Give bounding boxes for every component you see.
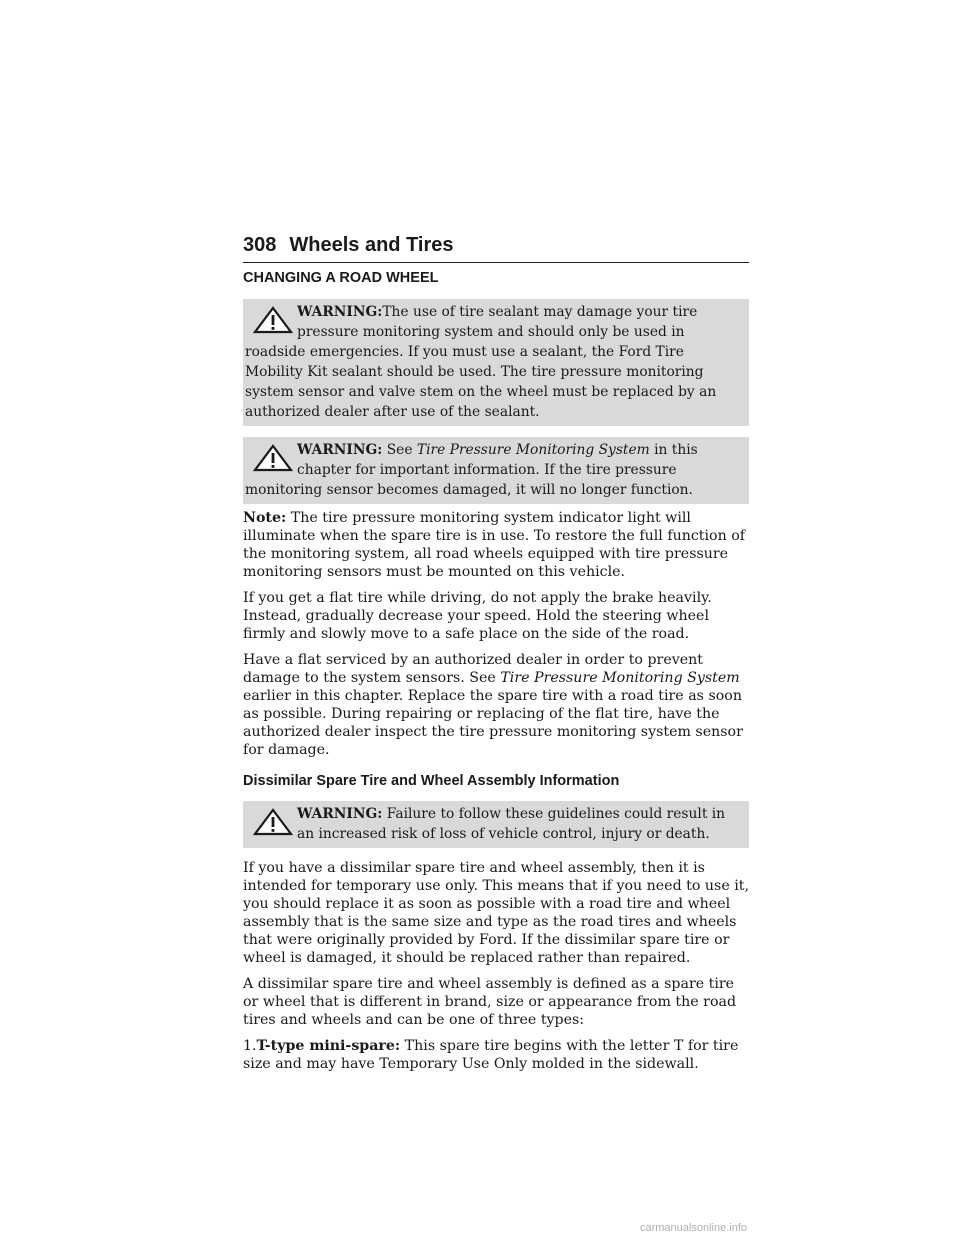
chapter-title: Wheels and Tires <box>289 234 454 256</box>
section-heading: CHANGING A ROAD WHEEL <box>243 270 439 286</box>
warning-triangle-icon <box>253 808 293 836</box>
list-item-number: 1. <box>243 1038 257 1054</box>
note-text: The tire pressure monitoring system indicator light will illuminate when the spare tire is in use. To restore the full function of the monitoring system, all road wheels equipped with tire pressure monitoring sensors must be mounted on this vehicle. <box>243 510 746 580</box>
warning-box-guidelines <box>243 801 749 848</box>
paragraph-flat-driving: If you get a flat tire while driving, do not apply the brake heavily. Instead, gradually decrease your speed. Hold the steering wheel firmly and slowly move to a safe place on the side of the road. <box>243 590 712 642</box>
warning-label: WARNING: <box>297 806 383 822</box>
serviced-text-pre: Have a flat serviced by an authorized dealer in order to prevent damage to the system sensors. See <box>243 652 703 686</box>
serviced-reference: Tire Pressure Monitoring System <box>500 670 740 686</box>
warning-triangle-icon <box>253 444 293 472</box>
note-label: Note: <box>243 510 287 526</box>
list-item-label: T-type mini-spare: <box>256 1038 401 1054</box>
watermark: carmanualsonline.info <box>640 1222 748 1234</box>
note-paragraph <box>243 509 749 581</box>
warning-reference: Tire Pressure Monitoring System <box>416 442 650 458</box>
warning-label: WARNING: <box>297 304 383 320</box>
page-content <box>243 265 749 1081</box>
list-item-t-type <box>243 1037 749 1073</box>
warning-label: WARNING: <box>297 442 383 458</box>
paragraph-dissimilar-use: If you have a dissimilar spare tire and wheel assembly, then it is intended for temporary use only. This means that if you need to use it, you should replace it as soon as possible with a road tire and wheel assembly that is the same size and type as the road tires and wheels that were originally provided by Ford. If the dissimilar spare tire or wheel is damaged, it should be replaced rather than repaired. <box>243 860 749 966</box>
list-item-text: This spare tire begins with the letter T for tire size and may have Temporary Use Only molded in the sidewall. <box>243 1038 739 1072</box>
warning-box-tpms <box>243 437 749 504</box>
warning-text-pre: See <box>386 442 417 458</box>
serviced-text-post: earlier in this chapter. Replace the spare tire with a road tire as soon as possible. During repairing or replacing of the flat tire, have the authorized dealer inspect the tire pressure monitoring system sensor for damage. <box>243 688 743 758</box>
warning-text-post: in this chapter for important information. If the tire pressure monitoring sensor becomes damaged, it will no longer function. <box>245 442 698 498</box>
paragraph-flat-serviced <box>243 651 749 759</box>
warning-text: Failure to follow these guidelines could result in an increased risk of loss of vehicle control, injury or death. <box>297 806 726 842</box>
paragraph-dissimilar-definition: A dissimilar spare tire and wheel assembly is defined as a spare tire or wheel that is different in brand, size or appearance from the road tires and wheels and can be one of three types: <box>243 976 737 1028</box>
warning-box-sealant <box>243 299 749 426</box>
warning-text: The use of tire sealant may damage your tire pressure monitoring system and should only be used in roadside emergencies. If you must use a sealant, the Ford Tire Mobility Kit sealant should be used. The tire pressure monitoring system sensor and valve stem on the wheel must be replaced by an authorized dealer after use of the sealant. <box>245 304 717 420</box>
page-number: 308 <box>243 234 277 256</box>
warning-triangle-icon <box>253 306 293 334</box>
page-header <box>243 228 749 263</box>
subheading-dissimilar-spare: Dissimilar Spare Tire and Wheel Assembly Information <box>243 773 620 789</box>
